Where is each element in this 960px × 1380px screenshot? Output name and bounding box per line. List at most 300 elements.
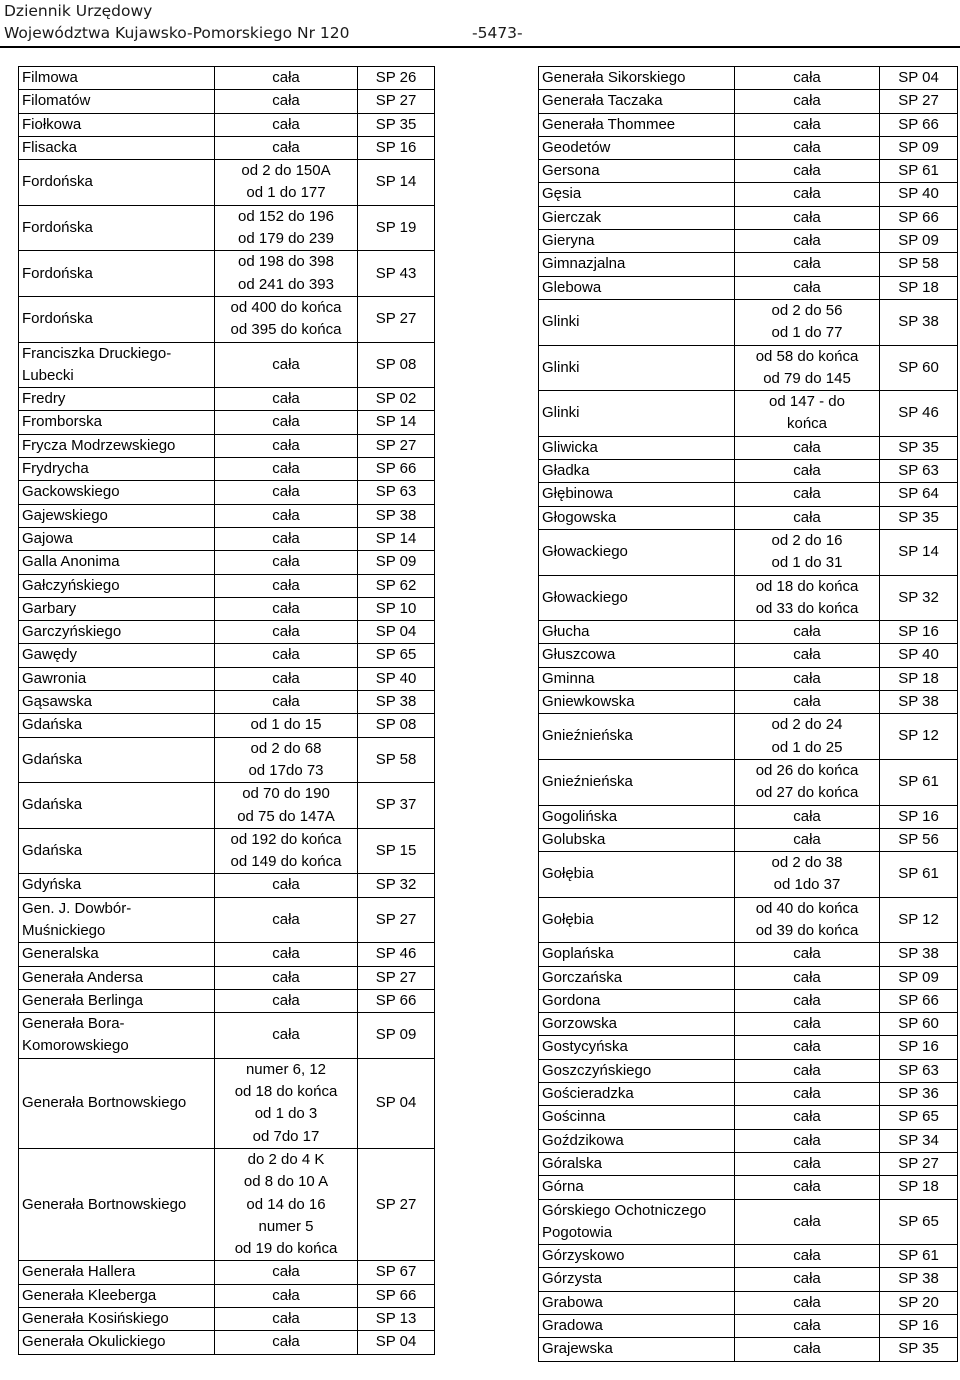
street-name-cell: Fredry	[19, 388, 215, 411]
house-range-line: od 18 do końca	[755, 577, 859, 595]
school-cell: SP 38	[880, 299, 958, 345]
street-name-cell: Frydrycha	[19, 458, 215, 481]
school-cell: SP 63	[880, 460, 958, 483]
street-name-cell: Golubska	[539, 828, 735, 851]
street-name-cell: Goździkowa	[539, 1129, 735, 1152]
house-range-line: od 1do 37	[773, 876, 841, 894]
table-row	[539, 391, 958, 437]
school-cell: SP 32	[880, 575, 958, 621]
school-cell: SP 38	[880, 691, 958, 714]
table-row	[19, 714, 435, 737]
school-cell: SP 18	[880, 667, 958, 690]
school-cell: SP 35	[880, 1338, 958, 1361]
house-range-cell	[735, 253, 880, 276]
house-range-line: cała	[793, 438, 821, 456]
table-row	[539, 644, 958, 667]
school-cell: SP 58	[880, 253, 958, 276]
street-name-cell: Generała Okulickiego	[19, 1331, 215, 1354]
house-range-line: od 1 do 77	[771, 324, 843, 342]
house-range-line: od 192 do końca	[230, 830, 342, 848]
table-row	[539, 345, 958, 391]
school-cell: SP 66	[358, 989, 435, 1012]
street-name-cell: Generała Kleeberga	[19, 1284, 215, 1307]
house-range-line: od 2 do 24	[771, 716, 843, 734]
table-row	[19, 597, 435, 620]
table-row	[539, 1199, 958, 1245]
street-name-cell: Gersona	[539, 160, 735, 183]
street-name-cell: Fordońska	[19, 251, 215, 297]
house-range-line: numer 5	[258, 1217, 314, 1235]
table-row	[539, 805, 958, 828]
house-range-cell	[215, 667, 358, 690]
house-range-cell	[735, 1083, 880, 1106]
house-range-line: cała	[793, 1293, 821, 1311]
house-range-cell	[735, 506, 880, 529]
house-range-line: od 40 do końca	[755, 899, 859, 917]
house-range-cell	[215, 527, 358, 550]
school-cell: SP 64	[880, 483, 958, 506]
school-cell: SP 35	[880, 506, 958, 529]
school-cell: SP 61	[880, 759, 958, 805]
school-cell: SP 34	[880, 1129, 958, 1152]
school-cell: SP 14	[358, 527, 435, 550]
table-row	[19, 874, 435, 897]
header-divider	[0, 46, 960, 48]
table-row	[539, 299, 958, 345]
house-range-cell	[735, 160, 880, 183]
school-cell: SP 35	[880, 436, 958, 459]
house-range-cell	[215, 136, 358, 159]
street-name-cell: Gackowskiego	[19, 481, 215, 504]
house-range-cell	[215, 411, 358, 434]
house-range-cell	[215, 597, 358, 620]
house-range-cell	[735, 276, 880, 299]
school-cell: SP 61	[880, 160, 958, 183]
table-row	[19, 67, 435, 90]
house-range-line: cała	[793, 1247, 821, 1265]
table-row	[539, 183, 958, 206]
street-name-cell: Głowackiego	[539, 575, 735, 621]
house-range-line: cała	[793, 646, 821, 664]
street-name-cell: Gnieźnieńska	[539, 759, 735, 805]
house-range-cell	[215, 205, 358, 251]
table-row	[19, 989, 435, 1012]
house-range-cell	[215, 989, 358, 1012]
school-cell: SP 27	[358, 296, 435, 342]
table-row	[19, 966, 435, 989]
school-cell: SP 09	[358, 1013, 435, 1059]
house-range-cell	[215, 691, 358, 714]
school-cell: SP 15	[358, 828, 435, 874]
journal-title-line2: Województwa Kujawsko-Pomorskiego Nr 120	[4, 24, 350, 42]
school-cell: SP 38	[880, 943, 958, 966]
house-range-line: cała	[272, 968, 300, 986]
table-row	[539, 253, 958, 276]
house-range-cell	[735, 759, 880, 805]
street-name-cell: Gawędy	[19, 644, 215, 667]
table-row	[19, 411, 435, 434]
house-range-cell	[215, 251, 358, 297]
school-cell: SP 63	[358, 481, 435, 504]
house-range-cell	[215, 1058, 358, 1148]
house-range-cell	[215, 966, 358, 989]
house-range-line: od 1 do 3	[254, 1105, 318, 1123]
table-row	[539, 160, 958, 183]
school-cell: SP 66	[880, 989, 958, 1012]
street-name-cell: Glinki	[539, 345, 735, 391]
house-range-cell	[215, 504, 358, 527]
house-range-cell	[735, 1245, 880, 1268]
house-range-line: cała	[793, 232, 821, 250]
house-range-cell	[215, 551, 358, 574]
house-range-line: cała	[793, 1061, 821, 1079]
table-row	[539, 483, 958, 506]
house-range-line: cała	[272, 115, 300, 133]
school-cell: SP 38	[358, 691, 435, 714]
street-name-cell: Gogolińska	[539, 805, 735, 828]
journal-title-line2-row	[4, 22, 544, 44]
street-name-cell: Gałczyńskiego	[19, 574, 215, 597]
school-cell: SP 09	[358, 551, 435, 574]
house-range-cell	[735, 1291, 880, 1314]
table-row	[539, 667, 958, 690]
street-name-cell: Glinki	[539, 299, 735, 345]
school-cell: SP 27	[880, 1152, 958, 1175]
school-cell: SP 32	[358, 874, 435, 897]
table-row	[19, 136, 435, 159]
house-range-line: cała	[793, 991, 821, 1009]
street-name-cell: Fiołkowa	[19, 113, 215, 136]
house-range-line: cała	[793, 162, 821, 180]
school-cell: SP 02	[358, 388, 435, 411]
house-range-cell	[215, 67, 358, 90]
house-range-line: cała	[793, 208, 821, 226]
house-range-cell	[735, 828, 880, 851]
house-range-cell	[735, 1338, 880, 1361]
street-name-cell: Głębinowa	[539, 483, 735, 506]
table-row	[19, 251, 435, 297]
table-row	[539, 1176, 958, 1199]
table-row	[19, 1308, 435, 1331]
street-name-cell: Generała Andersa	[19, 966, 215, 989]
school-cell: SP 04	[880, 67, 958, 90]
school-cell: SP 61	[880, 852, 958, 898]
street-name-cell: Głogowska	[539, 506, 735, 529]
house-range-line: cała	[272, 436, 300, 454]
house-range-cell	[215, 1261, 358, 1284]
street-name-cell: Franciszka Druckiego-Lubecki	[19, 342, 215, 388]
school-cell: SP 26	[358, 67, 435, 90]
table-row	[19, 783, 435, 829]
house-range-cell	[735, 575, 880, 621]
school-cell: SP 46	[358, 943, 435, 966]
house-range-line: cała	[272, 69, 300, 86]
house-range-cell	[215, 1331, 358, 1354]
house-range-cell	[735, 483, 880, 506]
house-range-line: cała	[272, 646, 300, 664]
house-range-line: cała	[272, 576, 300, 594]
street-name-cell: Grabowa	[539, 1291, 735, 1314]
school-cell: SP 35	[358, 113, 435, 136]
house-range-line: cała	[793, 462, 821, 480]
table-row	[539, 575, 958, 621]
house-range-cell	[215, 160, 358, 206]
table-row	[19, 1331, 435, 1354]
house-range-cell	[735, 436, 880, 459]
house-range-cell	[735, 460, 880, 483]
house-range-line: cała	[272, 1286, 300, 1304]
table-row	[539, 1338, 958, 1361]
house-range-line: od 395 do końca	[230, 321, 342, 339]
school-cell: SP 27	[358, 1148, 435, 1261]
school-cell: SP 38	[358, 504, 435, 527]
house-range-line: cała	[272, 506, 300, 524]
street-name-cell: Gładka	[539, 460, 735, 483]
street-name-cell: Garczyńskiego	[19, 621, 215, 644]
house-range-cell	[215, 574, 358, 597]
table-row	[19, 737, 435, 783]
table-row	[19, 342, 435, 388]
street-name-cell: Gminna	[539, 667, 735, 690]
street-name-cell: Gajowa	[19, 527, 215, 550]
school-cell: SP 67	[358, 1261, 435, 1284]
school-cell: SP 62	[358, 574, 435, 597]
page-header	[4, 0, 544, 44]
house-range-line: cała	[272, 1263, 300, 1281]
house-range-cell	[735, 206, 880, 229]
house-range-line: od 19 do końca	[234, 1240, 338, 1258]
school-cell: SP 04	[358, 1331, 435, 1354]
table-row	[19, 1058, 435, 1148]
house-range-line: cała	[793, 669, 821, 687]
house-range-line: od 2 do 68	[250, 739, 322, 757]
house-range-line: od 7do 17	[252, 1127, 320, 1145]
house-range-line: od 26 do końca	[755, 761, 859, 779]
school-cell: SP 43	[358, 251, 435, 297]
house-range-cell	[735, 1036, 880, 1059]
journal-title-line1: Dziennik Urzędowy	[4, 2, 153, 20]
table-row	[19, 458, 435, 481]
house-range-line: cała	[272, 1310, 300, 1328]
school-cell: SP 65	[880, 1199, 958, 1245]
house-range-line: od 75 do 147A	[237, 807, 335, 825]
house-range-line: cała	[793, 623, 821, 641]
house-range-cell	[215, 1013, 358, 1059]
table-row	[539, 90, 958, 113]
table-row	[19, 1261, 435, 1284]
school-cell: SP 09	[880, 230, 958, 253]
house-range-line: końca	[786, 415, 828, 433]
house-range-line: cała	[272, 623, 300, 641]
house-range-cell	[735, 943, 880, 966]
house-range-line: cała	[272, 599, 300, 617]
table-row	[19, 897, 435, 943]
table-row	[19, 691, 435, 714]
table-row	[539, 276, 958, 299]
street-name-cell: Głowackiego	[539, 529, 735, 575]
street-name-cell: Gołębia	[539, 897, 735, 943]
school-cell: SP 13	[358, 1308, 435, 1331]
house-range-cell	[735, 1013, 880, 1036]
house-range-cell	[215, 1148, 358, 1261]
table-row	[19, 828, 435, 874]
school-cell: SP 66	[358, 1284, 435, 1307]
school-cell: SP 16	[880, 1315, 958, 1338]
table-row	[19, 90, 435, 113]
house-range-cell	[735, 113, 880, 136]
house-range-line: cała	[272, 413, 300, 431]
house-range-line: od 1 do 31	[771, 554, 843, 572]
street-name-cell: Górna	[539, 1176, 735, 1199]
house-range-cell	[735, 621, 880, 644]
street-name-cell: Gorzowska	[539, 1013, 735, 1036]
house-range-line: od 33 do końca	[755, 599, 859, 617]
table-row	[539, 966, 958, 989]
house-range-cell	[215, 296, 358, 342]
school-cell: SP 40	[880, 644, 958, 667]
street-name-cell: Głucha	[539, 621, 735, 644]
house-range-cell	[735, 852, 880, 898]
street-name-cell: Fromborska	[19, 411, 215, 434]
table-row	[539, 1059, 958, 1082]
table-row	[539, 691, 958, 714]
house-range-line: od 2 do 56	[771, 301, 843, 319]
table-row	[19, 527, 435, 550]
street-name-cell: Gieryna	[539, 230, 735, 253]
house-range-line: cała	[793, 968, 821, 986]
house-range-cell	[735, 529, 880, 575]
school-cell: SP 66	[880, 206, 958, 229]
house-range-line: od 79 do 145	[763, 369, 851, 387]
house-range-cell	[215, 342, 358, 388]
street-name-cell: Gorczańska	[539, 966, 735, 989]
house-range-line: cała	[793, 945, 821, 963]
table-row	[19, 205, 435, 251]
house-range-cell	[735, 1106, 880, 1129]
house-range-cell	[215, 737, 358, 783]
house-range-line: cała	[793, 693, 821, 711]
house-range-line: cała	[793, 92, 821, 110]
table-row	[19, 160, 435, 206]
table-row	[19, 388, 435, 411]
table-row	[539, 529, 958, 575]
house-range-line: cała	[272, 1026, 300, 1044]
house-range-line: cała	[793, 1015, 821, 1033]
house-range-line: od 241 do 393	[238, 275, 334, 293]
school-cell: SP 08	[358, 714, 435, 737]
table-row	[539, 1152, 958, 1175]
school-cell: SP 40	[358, 667, 435, 690]
street-name-cell: Głuszcowa	[539, 644, 735, 667]
street-name-cell: Generała Taczaka	[539, 90, 735, 113]
school-cell: SP 12	[880, 714, 958, 760]
street-name-cell: Gościnna	[539, 1106, 735, 1129]
table-row	[539, 1106, 958, 1129]
street-name-cell: Generała Bortnowskiego	[19, 1058, 215, 1148]
street-table-right	[538, 66, 958, 1362]
street-name-cell: Gnieźnieńska	[539, 714, 735, 760]
house-range-line: cała	[272, 92, 300, 110]
street-name-cell: Fordońska	[19, 160, 215, 206]
school-cell: SP 10	[358, 597, 435, 620]
school-cell: SP 27	[358, 90, 435, 113]
house-range-line: cała	[272, 529, 300, 547]
table-row	[539, 1315, 958, 1338]
street-name-cell: Glinki	[539, 391, 735, 437]
house-range-line: cała	[793, 1270, 821, 1288]
house-range-line: cała	[272, 910, 300, 928]
house-range-cell	[735, 1176, 880, 1199]
house-range-line: cała	[272, 1333, 300, 1351]
house-range-line: cała	[793, 1131, 821, 1149]
table-row	[539, 206, 958, 229]
house-range-line: od 27 do końca	[755, 784, 859, 802]
house-range-line: cała	[272, 138, 300, 156]
street-name-cell: Filmowa	[19, 67, 215, 90]
house-range-cell	[215, 828, 358, 874]
school-cell: SP 40	[880, 183, 958, 206]
house-range-cell	[735, 230, 880, 253]
street-name-cell: Gawronia	[19, 667, 215, 690]
house-range-line: od 18 do końca	[234, 1083, 338, 1101]
house-range-cell	[215, 113, 358, 136]
house-range-line: od 198 do 398	[238, 253, 334, 271]
house-range-cell	[735, 897, 880, 943]
school-cell: SP 56	[880, 828, 958, 851]
house-range-line: od 152 do 196	[238, 207, 334, 225]
house-range-cell	[735, 90, 880, 113]
house-range-cell	[735, 1152, 880, 1175]
street-name-cell: Gimnazjalna	[539, 253, 735, 276]
house-range-line: cała	[272, 483, 300, 501]
street-name-cell: Fordońska	[19, 205, 215, 251]
house-range-cell	[735, 667, 880, 690]
school-cell: SP 04	[358, 621, 435, 644]
house-range-cell	[215, 714, 358, 737]
street-name-cell: Górzyskowo	[539, 1245, 735, 1268]
house-range-line: cała	[793, 807, 821, 825]
table-row	[539, 714, 958, 760]
school-cell: SP 04	[358, 1058, 435, 1148]
school-cell: SP 08	[358, 342, 435, 388]
house-range-cell	[735, 1315, 880, 1338]
street-name-cell: Galla Anonima	[19, 551, 215, 574]
table-row	[539, 67, 958, 90]
school-cell: SP 38	[880, 1268, 958, 1291]
house-range-cell	[215, 90, 358, 113]
house-range-line: od 147 - do	[769, 393, 845, 411]
house-range-line: cała	[793, 115, 821, 133]
table-row	[539, 828, 958, 851]
house-range-line: cała	[793, 1038, 821, 1056]
table-row	[19, 943, 435, 966]
house-range-cell	[735, 136, 880, 159]
house-range-cell	[215, 874, 358, 897]
school-cell: SP 65	[880, 1106, 958, 1129]
house-range-cell	[735, 67, 880, 90]
house-range-line: od 1 do 177	[246, 184, 326, 202]
house-range-line: od 1 do 25	[771, 738, 843, 756]
street-name-cell: Generalska	[19, 943, 215, 966]
street-name-cell: Generała Thommee	[539, 113, 735, 136]
school-cell: SP 09	[880, 136, 958, 159]
school-cell: SP 12	[880, 897, 958, 943]
school-cell: SP 16	[880, 621, 958, 644]
house-range-cell	[735, 805, 880, 828]
table-row	[539, 759, 958, 805]
house-range-line: od 14 do 16	[246, 1195, 326, 1213]
house-range-cell	[215, 644, 358, 667]
